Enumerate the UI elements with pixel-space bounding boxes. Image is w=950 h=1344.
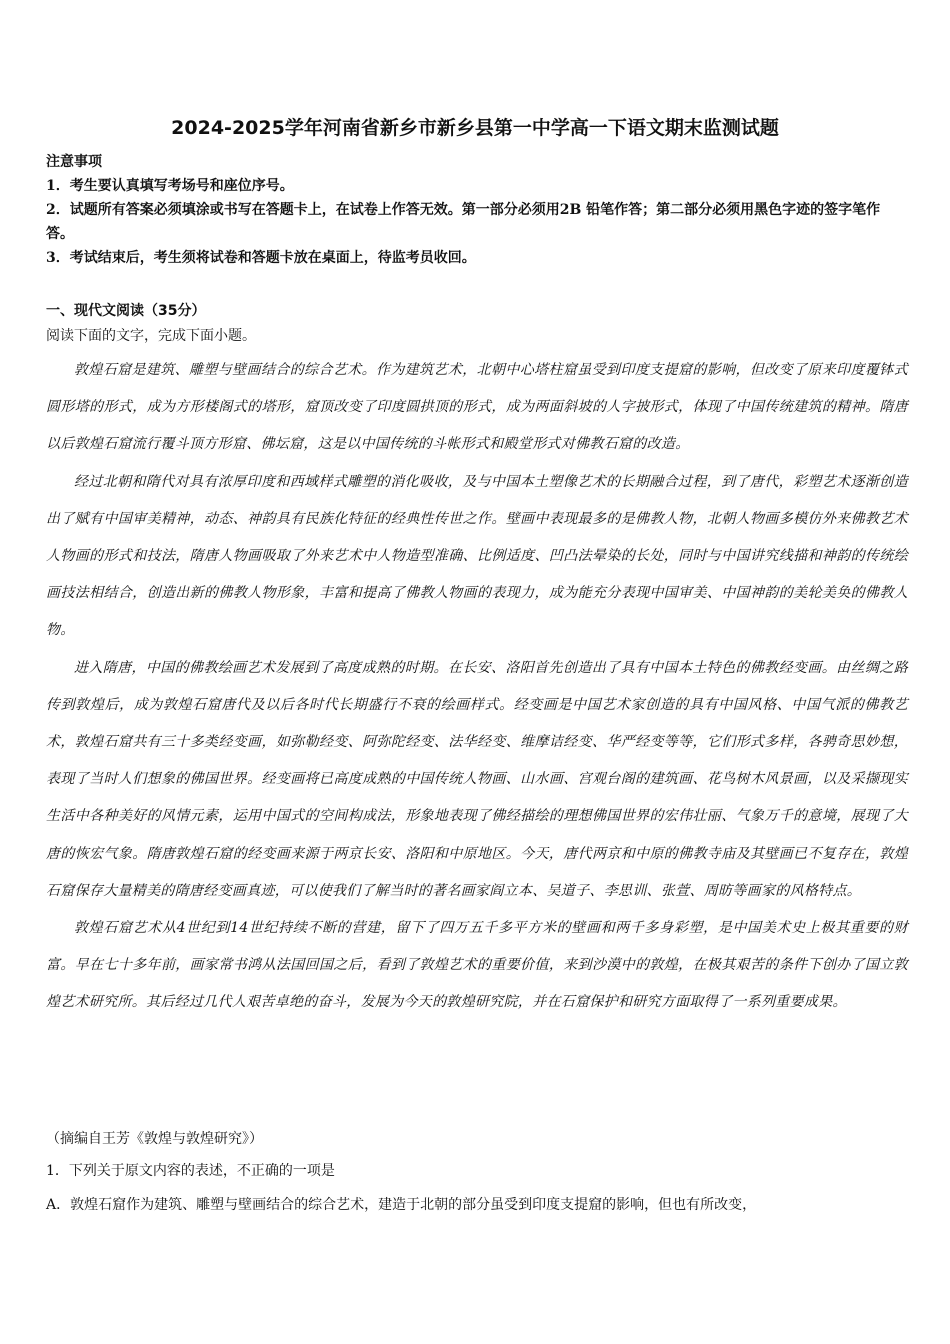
section-heading: 一、现代文阅读（35分） [46, 303, 206, 319]
reading-instruction: 阅读下面的文字，完成下面小题。 [46, 328, 256, 344]
passage-paragraph-2: 经过北朝和隋代对具有浓厚印度和西域样式雕塑的消化吸收，及与中国本土塑像艺术的长期融合过程，到了唐代，彩塑艺术逐渐创造出了赋有中国审美精神，动态、神韵具有民族化特征的经典性传世之作。壁画中表现最多的是佛教人物，北朝人物画多模仿外来佛教艺术人物画的形式和技法，隋唐人物画吸取了外来艺术中人物造型准确、比例适度、凹凸法晕染的长处，同时与中国讲究线描和神韵的传统绘画技法相结合，创造出新的佛教人物形象，丰富和提高了佛教人物画的表现力，成为能充分表现中国审美、中国神韵的美轮美奂的佛教人物。 [46, 473, 908, 639]
notice-item-2: 2．试题所有答案必须填涂或书写在答题卡上，在试卷上作答无效。第一部分必须用2B 铅笔作答；第二部分必须用黑色字迹的签字笔作答。 [46, 202, 881, 242]
notice-heading: 注意事项 [46, 154, 102, 170]
reading-passage [46, 352, 908, 1022]
passage-paragraph-3: 进入隋唐，中国的佛教绘画艺术发展到了高度成熟的时期。在长安、洛阳首先创造出了具有中国本土特色的佛教经变画。由丝绸之路传到敦煌后，成为敦煌石窟唐代及以后各时代长期盛行不衰的绘画样式。经变画是中国艺术家创造的具有中国风格、中国气派的佛教艺术，敦煌石窟共有三十多类经变画，如弥勒经变、阿弥陀经变、法华经变、维摩诘经变、华严经变等等，它们形式多样，各骋奇思妙想，表现了当时人们想象的佛国世界。经变画将已高度成熟的中国传统人物画、山水画、宫观台阁的建筑画、花鸟树木风景画，以及采撷现实生活中各种美好的风情元素，运用中国式的空间构成法，形象地表现了佛经描绘的理想佛国世界的宏伟壮丽、气象万千的意境，展现了大唐的恢宏气象。隋唐敦煌石窟的经变画来源于两京长安、洛阳和中原地区。今天，唐代两京和中原的佛教寺庙及其壁画已不复存在，敦煌石窟保存大量精美的隋唐经变画真迹，可以使我们了解当时的著名画家阎立本、吴道子、李思训、张萱、周昉等画家的风格特点。 [46, 659, 908, 899]
notice-item-1: 1．考生要认真填写考场号和座位序号。 [46, 178, 294, 194]
notice-item-3: 3．考试结束后，考生须将试卷和答题卡放在桌面上，待监考员收回。 [46, 250, 476, 266]
passage-source: （摘编自王芳《敦煌与敦煌研究》） [46, 1131, 263, 1147]
option-a: A．敦煌石窟作为建筑、雕塑与壁画结合的综合艺术，建造于北朝的部分虽受到印度支提窟的影响，但也有所改变， [46, 1197, 757, 1213]
notice-section [46, 150, 908, 270]
question-1: 1．下列关于原文内容的表述，不正确的一项是 [46, 1163, 335, 1179]
passage-paragraph-1: 敦煌石窟是建筑、雕塑与壁画结合的综合艺术。作为建筑艺术，北朝中心塔柱窟虽受到印度支提窟的影响，但改变了原来印度覆钵式圆形塔的形式，成为方形楼阁式的塔形，窟顶改变了印度圆拱顶的形式，成为两面斜坡的人字披形式，体现了中国传统建筑的精神。隋唐以后敦煌石窟流行覆斗顶方形窟、佛坛窟，这是以中国传统的斗帐形式和殿堂形式对佛教石窟的改造。 [46, 362, 908, 453]
passage-paragraph-4: 敦煌石窟艺术从4世纪到14世纪持续不断的营建，留下了四万五千多平方米的壁画和两千多身彩塑，是中国美术史上极其重要的财富。早在七十多年前，画家常书鸿从法国回国之后，看到了敦煌艺术的重要价值，来到沙漠中的敦煌，在极其艰苦的条件下创办了国立敦煌艺术研究所。其后经过几代人艰苦卓绝的奋斗，发展为今天的敦煌研究院，并在石窟保护和研究方面取得了一系列重要成果。 [46, 920, 908, 1011]
exam-title: 2024-2025学年河南省新乡市新乡县第一中学高一下语文期末监测试题 [171, 117, 779, 139]
